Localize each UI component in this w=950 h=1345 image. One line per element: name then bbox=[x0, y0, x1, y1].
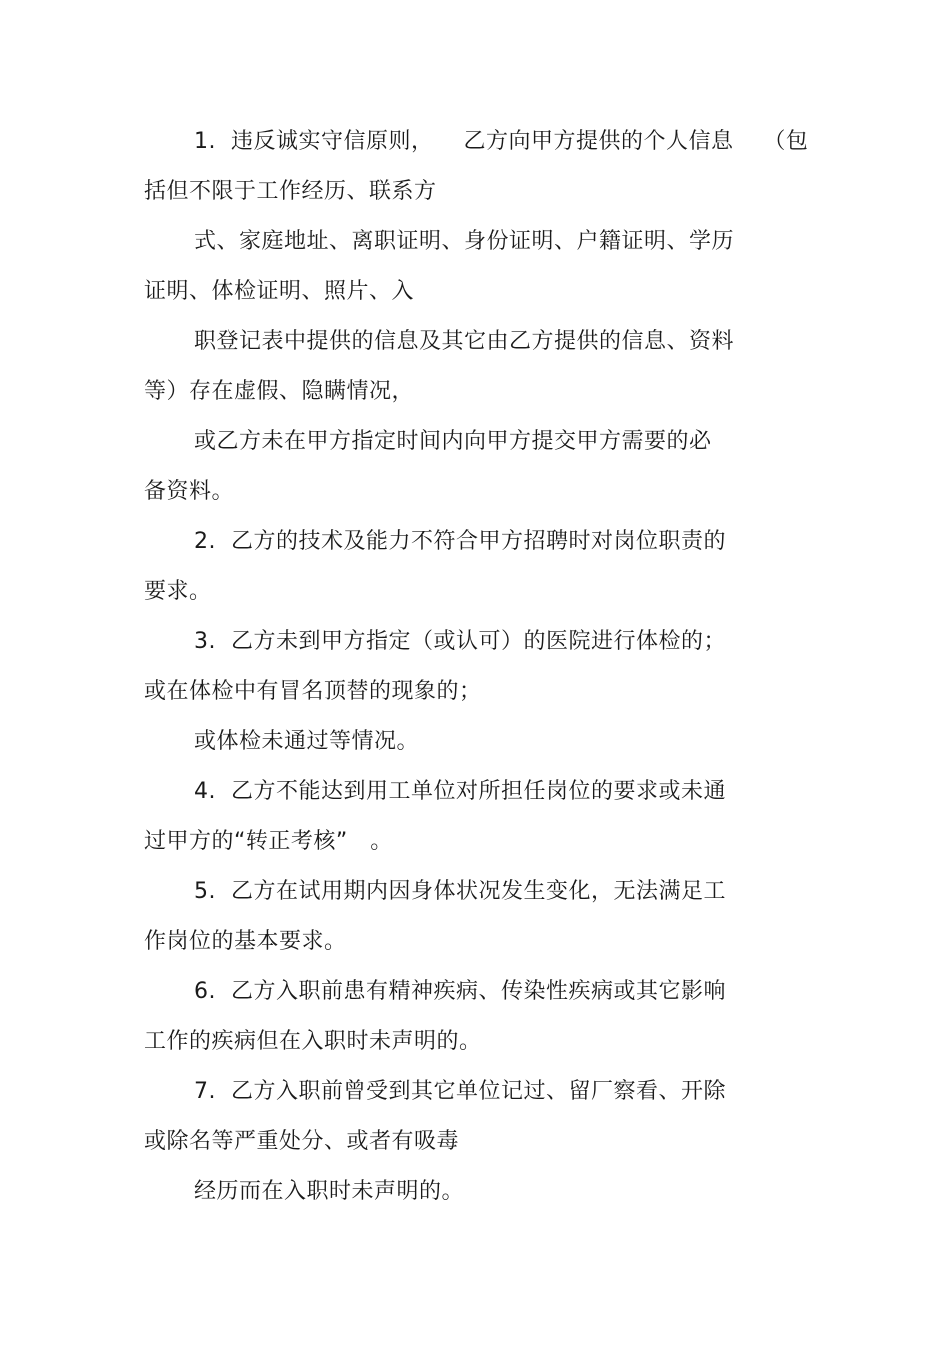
text-line: 括但不限于工作经历、联系方 bbox=[144, 179, 437, 204]
text-line: 或乙方未在甲方指定时间内向甲方提交甲方需要的必 bbox=[194, 429, 712, 454]
text-line: 要求。 bbox=[144, 579, 212, 604]
text-line: 式、家庭地址、离职证明、身份证明、户籍证明、学历 bbox=[194, 229, 735, 254]
text-line: 或除名等严重处分、或者有吸毒 bbox=[144, 1129, 460, 1154]
text-line: 5. 乙方在试用期内因身体状况发生变化，无法满足工 bbox=[194, 879, 726, 904]
text-line: 6. 乙方入职前患有精神疾病、传染性疾病或其它影响 bbox=[194, 979, 726, 1004]
text-line: 作岗位的基本要求。 bbox=[144, 929, 347, 954]
text-line: 等）存在虚假、隐瞒情况， bbox=[144, 379, 415, 404]
text-line: 备资料。 bbox=[144, 479, 235, 504]
text-line: 或体检未通过等情况。 bbox=[194, 729, 420, 754]
text-line: 1. 违反诚实守信原则， 乙方向甲方提供的个人信息 （包 bbox=[194, 129, 809, 154]
text-line: 4. 乙方不能达到用工单位对所担任岗位的要求或未通 bbox=[194, 779, 726, 804]
text-line: 或在体检中有冒名顶替的现象的； bbox=[144, 679, 482, 704]
text-line: 3. 乙方未到甲方指定（或认可）的医院进行体检的； bbox=[194, 629, 726, 654]
text-line: 职登记表中提供的信息及其它由乙方提供的信息、资料 bbox=[194, 329, 735, 354]
text-line: 过甲方的“转正考核” 。 bbox=[144, 829, 393, 854]
text-line: 7. 乙方入职前曾受到其它单位记过、留厂察看、开除 bbox=[194, 1079, 726, 1104]
text-line: 经历而在入职时未声明的。 bbox=[194, 1179, 465, 1204]
text-line: 工作的疾病但在入职时未声明的。 bbox=[144, 1029, 482, 1054]
text-line: 2. 乙方的技术及能力不符合甲方招聘时对岗位职责的 bbox=[194, 529, 726, 554]
text-line: 证明、体检证明、照片、入 bbox=[144, 279, 415, 304]
